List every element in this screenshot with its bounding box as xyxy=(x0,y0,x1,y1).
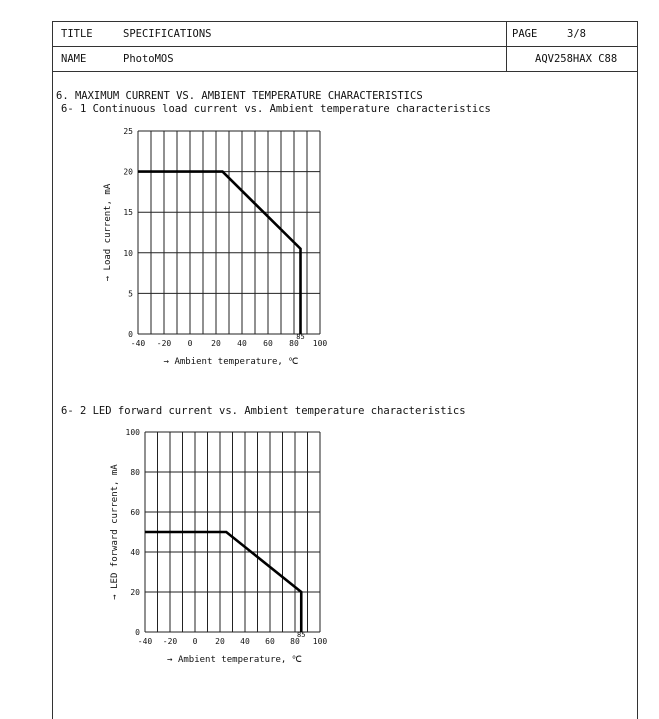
chart2-x-tick-label: -20 xyxy=(162,637,178,646)
chart1-x-tick-label: 80 xyxy=(289,339,299,348)
chart1-x-tick-label: 100 xyxy=(312,339,328,348)
chart1-x-tick-label: -40 xyxy=(130,339,146,348)
chart2-x-tick-label: -40 xyxy=(137,637,153,646)
chart1-extra-tick-label: 85 xyxy=(296,333,305,341)
chart1-x-tick-label: 20 xyxy=(211,339,221,348)
chart-1-title: 6- 1 Continuous load current vs. Ambient temperature characteristics xyxy=(61,103,491,115)
page-number: 3/8 xyxy=(567,28,586,40)
section-heading: 6. MAXIMUM CURRENT VS. AMBIENT TEMPERATURE CHARACTERISTICS xyxy=(56,90,423,102)
chart1-y-axis-label: → Load current, mA xyxy=(103,183,113,282)
chart2-y-tick-label: 80 xyxy=(130,468,140,477)
chart1-y-tick-label: 20 xyxy=(123,167,133,177)
chart1-y-tick-label: 5 xyxy=(128,289,133,299)
chart2-y-tick-label: 20 xyxy=(130,588,140,597)
chart2-x-tick-label: 20 xyxy=(215,637,225,646)
chart2-y-tick-label: 100 xyxy=(125,428,140,437)
chart2-x-tick-label: 60 xyxy=(265,637,275,646)
chart2-x-tick-label: 80 xyxy=(290,637,300,646)
chart2-series-line xyxy=(145,532,301,632)
chart1-y-tick-label: 25 xyxy=(123,127,133,136)
page-label: PAGE xyxy=(512,28,538,40)
chart-2-title: 6- 2 LED forward current vs. Ambient temperature characteristics xyxy=(61,405,466,417)
chart1-y-tick-label: 15 xyxy=(123,208,133,218)
chart2-y-tick-label: 60 xyxy=(130,508,140,517)
name-label: NAME xyxy=(61,53,87,65)
title-label: TITLE xyxy=(61,28,93,40)
chart2-y-tick-label: 0 xyxy=(135,628,140,637)
part-number: AQV258HAX C88 xyxy=(535,53,618,65)
chart1-x-tick-label: 40 xyxy=(237,339,247,348)
chart2-x-tick-label: 0 xyxy=(192,637,198,646)
chart2-x-axis-label: → Ambient temperature, ℃ xyxy=(167,655,302,665)
chart2-x-tick-label: 100 xyxy=(312,637,328,646)
chart2-x-tick-label: 40 xyxy=(240,637,250,646)
chart1-x-tick-label: 0 xyxy=(187,339,193,348)
name-value: PhotoMOS xyxy=(123,53,174,65)
chart1-y-tick-label: 0 xyxy=(128,330,133,339)
chart1-x-tick-label: 60 xyxy=(263,339,273,348)
chart1-x-tick-label: -20 xyxy=(156,339,172,348)
chart2-y-axis-label: → LED forward current, mA xyxy=(110,464,120,600)
chart2-y-tick-label: 40 xyxy=(130,548,140,557)
chart2-extra-tick-label: 85 xyxy=(297,631,306,639)
title-value: SPECIFICATIONS xyxy=(123,28,212,40)
chart1-x-axis-label: → Ambient temperature, ℃ xyxy=(163,357,299,367)
chart1-y-tick-label: 10 xyxy=(123,248,133,258)
